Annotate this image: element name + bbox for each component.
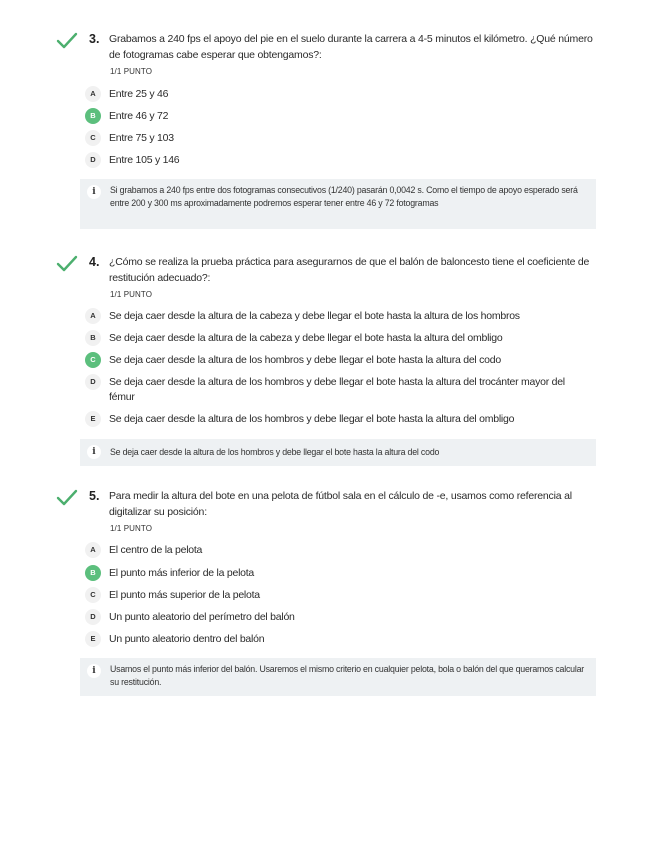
- question-4: [0, 254, 654, 468]
- question-points: 1/1 PUNTO: [110, 67, 153, 76]
- info-icon: i: [87, 664, 101, 678]
- option-letter: A: [85, 542, 101, 558]
- option-b[interactable]: [85, 108, 597, 126]
- question-3: [0, 31, 654, 231]
- option-text: Entre 25 y 46: [109, 88, 169, 100]
- question-text: Grabamos a 240 fps el apoyo del pie en el suelo durante la carrera a 4-5 minutos el kilómetro. ¿Qué número de fotogramas cabe esperar que obtengamos?:: [109, 33, 593, 61]
- option-c[interactable]: [85, 352, 597, 370]
- question-text: ¿Cómo se realiza la prueba práctica para asegurarnos de que el balón de baloncesto tiene el coeficiente de restitución adecuado?:: [109, 256, 590, 284]
- option-text: Se deja caer desde la altura de la cabeza y debe llegar el bote hasta la altura de los hombros: [109, 310, 520, 322]
- option-e[interactable]: [85, 411, 597, 429]
- option-letter-correct: B: [85, 108, 101, 124]
- option-letter: E: [85, 631, 101, 647]
- option-e[interactable]: [85, 631, 597, 649]
- option-a[interactable]: [85, 308, 597, 326]
- feedback-text: Si grabamos a 240 fps entre dos fotogramas consecutivos (1/240) pasarán 0,0042 s. Como el tiempo de apoyo esperado será entre 200 y 300 ms aproximadamente podremos esperar tener entre 46 y 72 fotogramas: [110, 185, 578, 208]
- option-a[interactable]: [85, 86, 597, 104]
- option-text: El punto más superior de la pelota: [109, 589, 260, 601]
- option-letter-correct: C: [85, 352, 101, 368]
- option-letter: C: [85, 587, 101, 603]
- option-text: El centro de la pelota: [109, 544, 203, 556]
- question-number: 5.: [89, 489, 100, 503]
- option-letter: C: [85, 130, 101, 146]
- feedback-text: Se deja caer desde la altura de los hombros y debe llegar el bote hasta la altura del codo: [110, 447, 440, 457]
- option-text: El punto más inferior de la pelota: [109, 567, 255, 579]
- question-5: [0, 488, 654, 698]
- feedback-text: Usamos el punto más inferior del balón. Usaremos el mismo criterio en cualquier pelota, bola o balón del que queramos calcular su restitución.: [110, 664, 585, 687]
- option-letter: A: [85, 86, 101, 102]
- option-c[interactable]: [85, 587, 597, 605]
- info-icon: i: [87, 445, 101, 459]
- option-d[interactable]: [85, 374, 597, 406]
- option-letter: E: [85, 411, 101, 427]
- info-icon: i: [87, 185, 101, 199]
- check-icon: [56, 255, 78, 273]
- option-text: Entre 75 y 103: [109, 132, 174, 144]
- option-d[interactable]: [85, 609, 597, 627]
- option-text: Se deja caer desde la altura de los hombros y debe llegar el bote hasta la altura del trocánter mayor del fémur: [109, 376, 565, 403]
- option-c[interactable]: [85, 130, 597, 148]
- check-icon: [56, 32, 78, 50]
- option-letter: D: [85, 609, 101, 625]
- question-points: 1/1 PUNTO: [110, 524, 153, 533]
- feedback-box: [80, 439, 596, 466]
- option-text: Un punto aleatorio del perímetro del balón: [109, 611, 295, 623]
- feedback-box: [80, 658, 596, 696]
- option-a[interactable]: [85, 542, 597, 560]
- option-letter-correct: B: [85, 565, 101, 581]
- question-points: 1/1 PUNTO: [110, 290, 153, 299]
- option-letter: D: [85, 152, 101, 168]
- option-letter: D: [85, 374, 101, 390]
- option-text: Un punto aleatorio dentro del balón: [109, 633, 265, 645]
- check-icon: [56, 489, 78, 507]
- option-letter: A: [85, 308, 101, 324]
- option-text: Se deja caer desde la altura de los hombros y debe llegar el bote hasta la altura del codo: [109, 354, 501, 366]
- option-text: Se deja caer desde la altura de los hombros y debe llegar el bote hasta la altura del ombligo: [109, 413, 515, 425]
- question-number: 4.: [89, 255, 100, 269]
- option-letter: B: [85, 330, 101, 346]
- question-number: 3.: [89, 32, 100, 46]
- option-text: Entre 46 y 72: [109, 110, 169, 122]
- option-text: Se deja caer desde la altura de la cabeza y debe llegar el bote hasta la altura del ombligo: [109, 332, 503, 344]
- option-d[interactable]: [85, 152, 597, 170]
- option-text: Entre 105 y 146: [109, 154, 180, 166]
- option-b[interactable]: [85, 330, 597, 348]
- feedback-box: [80, 179, 596, 229]
- question-text: Para medir la altura del bote en una pelota de fútbol sala en el cálculo de -e, usamos como referencia al digitalizar su posición:: [109, 490, 572, 518]
- option-b[interactable]: [85, 565, 597, 583]
